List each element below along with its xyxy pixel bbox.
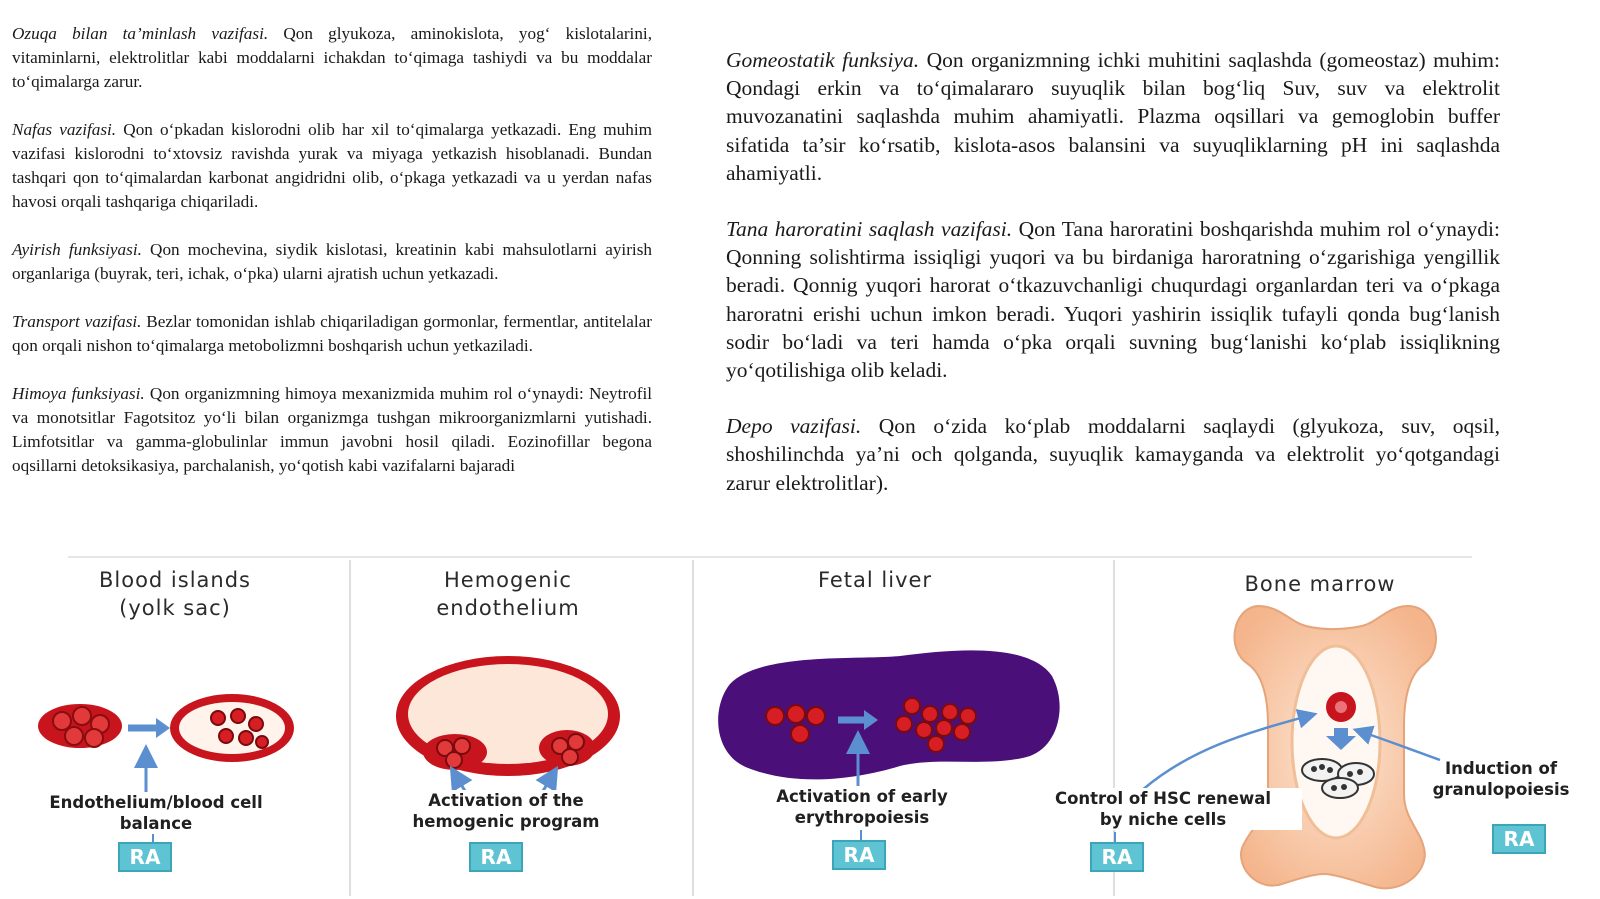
ra-badge: RA [1090,842,1144,872]
blood-island-cluster [38,704,122,748]
text-protection: Qon organizmning himoya mexanizmida muhim rol o‘ynaydi: Neytrofil va monotsitlar Fagotsitoz yo‘li bilan organizmga tushgan mikroorganizmlarni yutishadi. Limfotsitlar va gamma-globulinlar immun javobni hosil qiladi. Eozinofillar begona oqsillarni detoksikasiya, parchalanish, yo‘qotish kabi vazifalarni bajaradi [12,384,652,475]
term-excretion: Ayirish funksiyasi. [12,240,142,259]
ra-badge: RA [832,840,886,870]
label-line: erythropoiesis [794,808,930,827]
paragraph-thermoregulation [726,215,1500,384]
label-line: Induction of [1444,759,1558,778]
panel-title-line: Hemogenic [444,568,572,592]
label-line: balance [119,814,193,833]
paragraph-respiratory [12,118,652,214]
panel-title-line: (yolk sac) [119,596,231,620]
term-transport: Transport vazifasi. [12,312,142,331]
text-excretion: Qon mochevina, siydik kislotasi, kreatinin kabi mahsulotlarni ayirish organlariga (buyrak, teri, ichak, o‘pka) ularni ajratish uchun yetkazadi. [12,240,652,283]
paragraph-nutrition [12,22,652,94]
paragraph-protection [12,382,652,478]
label-early-erythropoiesis [740,786,984,828]
label-line: by niche cells [1099,810,1227,829]
panel-title-line: Blood islands [98,568,251,592]
panel-title-fetal-liver [740,566,1010,594]
blood-vessel-icon [170,694,294,762]
label-line: Activation of early [776,787,948,806]
ra-badge: RA [118,842,172,872]
label-line: Control of HSC renewal [1054,789,1272,808]
term-respiratory: Nafas vazifasi. [12,120,117,139]
hemogenic-vessel-icon [396,656,620,776]
label-granulopoiesis [1412,758,1590,800]
panel-title-line: endothelium [436,596,580,620]
paragraph-transport [12,310,652,358]
text-respiratory: Qon o‘pkadan kislorodni olib har xil to‘qimalarga yetkazadi. Eng muhim vazifasi kislorodni to‘xtovsiz ravishda yurak va miyaga yetkazish hisoblanadi. Bundan tashqari qon to‘qimalardan karbonat angidridni olib, o‘pkaga yetkazadi va u yerdan nafas havosi orqali tashqariga chiqariladi. [12,120,652,211]
panel-title-line: Fetal liver [817,568,933,592]
ra-badge: RA [469,842,523,872]
text-transport: Bezlar tomonidan ishlab chiqariladigan gormonlar, fermentlar, antitelalar qon orqali nishon to‘qimalarga metobolizmni boshqarish uchun yetkaziladi. [12,312,652,355]
text-homeostasis: Qon organizmning ichki muhitini saqlashda (gomeostaz) muhim: Qondagi erkin va to‘qimalararo suyuqlik bilan bog‘liq Suv, suv va elektrolit muvozanatini saqlashda muhim ahamiyatli. Plazma oqsillari va gemoglobin buffer sifatida ta’sir ko‘rsatib, kislota-asos balansini va suyuqliklarning pH ini saqlashda ahamiyatli. [726,48,1500,185]
paragraph-excretion [12,238,652,286]
term-protection: Himoya funksiyasi. [12,384,145,403]
paragraph-homeostasis [726,46,1500,187]
label-line: Endothelium/blood cell [49,793,263,812]
hematopoiesis-diagram [0,556,1600,899]
panel-title-line: Bone marrow [1244,572,1396,596]
panel-title-hemogenic-endothelium [370,566,646,622]
label-line: granulopoiesis [1432,780,1570,799]
paragraph-depot [726,412,1500,497]
text-nutrition: Qon glyukoza, aminokislota, yog‘ kislotalarini, vitaminlarni, elektrolitlar kabi moddalarni ichakdan to‘qimaga tashiydi va bu moddalar to‘qimalarga zarur. [12,24,652,91]
term-homeostasis: Gomeostatik funksiya. [726,48,920,72]
term-thermoregulation: Tana haroratini saqlash vazifasi. [726,217,1013,242]
panel-title-bone-marrow [1180,570,1460,598]
term-nutrition: Ozuqa bilan ta’minlash vazifasi. [12,24,269,43]
text-thermoregulation: Qon Tana haroratini boshqarishda muhim rol o‘ynaydi: Qonning solishtirma issiqligi yuqori va bu birdaniga haroratning o‘zgarishiga yengillik beradi. Qonnig yuqori harorat o‘tkazuvchanligi chuqurdagi organlardan teri va o‘pkaga haroratni erishi uchun imkon beradi. Yuqori yashirin issiqlik tufayli qonda bug‘lanish sodir bo‘ladi va teri hamda o‘pka orqali suvning bug‘lanishi ko‘plab issiqlikning yo‘qotilishiga olib keladi. [726,217,1500,383]
label-line: Activation of the [428,791,584,810]
ra-badge: RA [1492,824,1546,854]
label-hsc-renewal [1024,788,1302,830]
left-text-column [12,22,652,502]
label-hemogenic-program [380,790,632,832]
term-depot: Depo vazifasi. [726,414,862,439]
label-endothelium-balance [12,792,300,834]
text-depot: Qon o‘zida ko‘plab moddalarni saqlaydi (glyukoza, suv, oqsil, shoshilinchda ya’ni och qolganda, suyuqlik kamayganda va elektrolit yo‘qotgandagi zarur elektrolitlar). [726,414,1500,495]
right-text-column [726,46,1500,525]
label-line: hemogenic program [412,812,600,831]
panel-title-blood-islands [40,566,310,622]
